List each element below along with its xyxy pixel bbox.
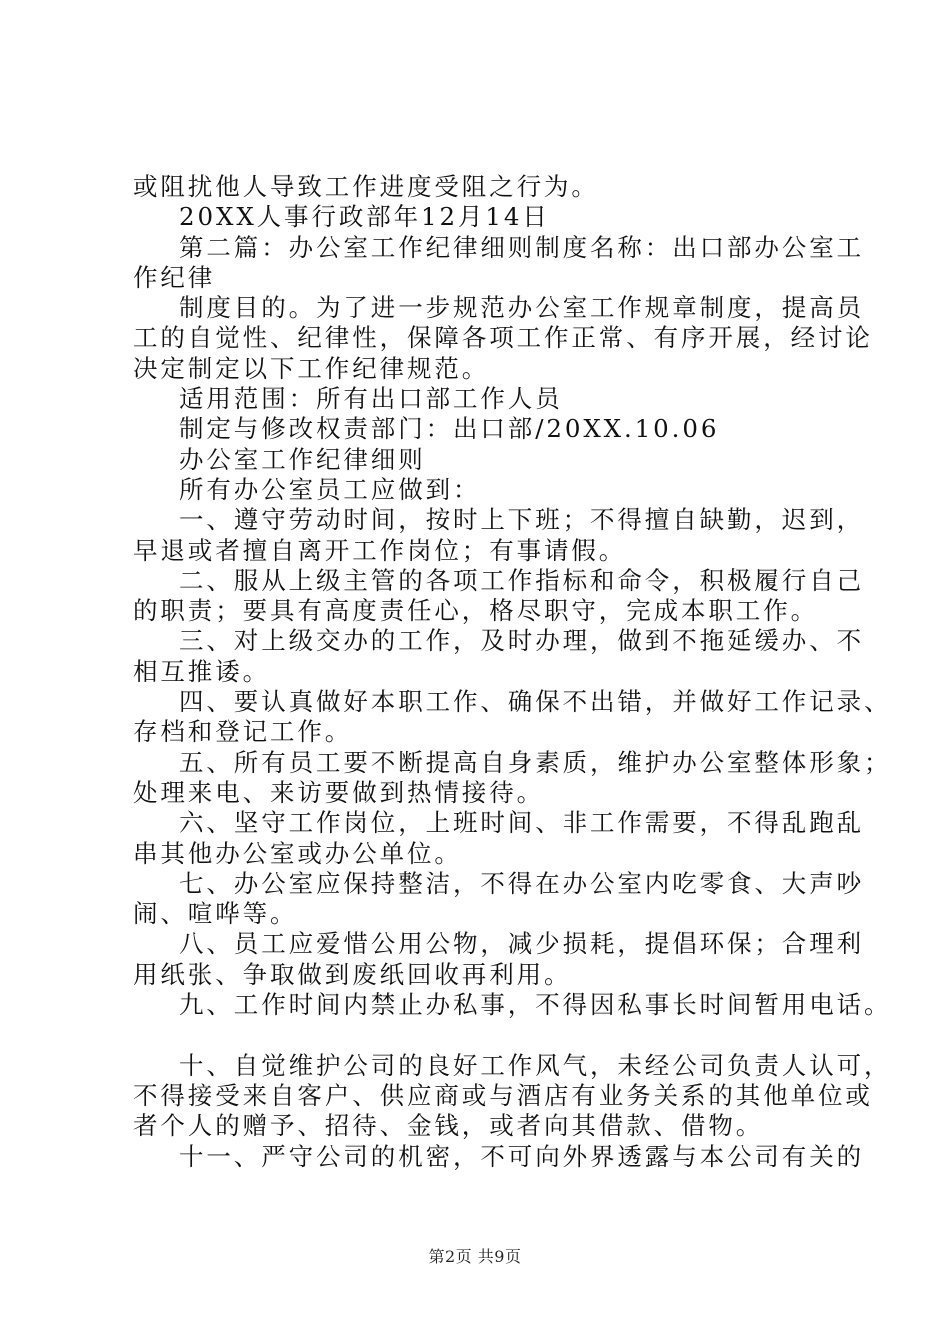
text-line: 不得接受来自客户、供应商或与酒店有业务关系的其他单位或 [133,1080,873,1110]
text-line: 工的自觉性、纪律性，保障各项工作正常、有序开展，经讨论 [133,323,873,353]
text-line: 办公室工作纪律细则 [179,444,426,474]
document-body [133,172,892,1172]
text-line: 20XX人事行政部年12月14日 [179,202,550,232]
text-line: 一、遵守劳动时间，按时上下班；不得擅自缺勤，迟到， [179,505,864,535]
text-line: 早退或者擅自离开工作岗位；有事请假。 [133,535,627,565]
text-line: 作纪律 [133,262,216,292]
text-line: 适用范围：所有出口部工作人员 [179,384,563,414]
text-line: 者个人的赠予、招待、金钱，或者向其借款、借物。 [133,1111,764,1141]
text-line: 六、坚守工作岗位，上班时间、非工作需要，不得乱跑乱 [179,808,864,838]
text-line: 二、服从上级主管的各项工作指标和命令，积极履行自己 [179,565,864,595]
text-line: 十、自觉维护公司的良好工作风气，未经公司负责人认可， [179,1050,892,1080]
text-line: 三、对上级交办的工作，及时办理，做到不拖延缓办、不 [179,626,864,656]
text-line: 八、员工应爱惜公用公物，减少损耗，提倡环保；合理利 [179,929,864,959]
text-line: 七、办公室应保持整洁，不得在办公室内吃零食、大声吵 [179,868,864,898]
text-line: 相互推诿。 [133,656,270,686]
blank-line [133,1020,853,1050]
text-line: 五、所有员工要不断提高自身素质，维护办公室整体形象； [179,747,892,777]
text-line: 所有办公室员工应做到： [179,474,481,504]
text-line: 串其他办公室或办公单位。 [133,838,462,868]
text-line: 的职责；要具有高度责任心，格尽职守，完成本职工作。 [133,596,818,626]
text-line: 存档和登记工作。 [133,717,353,747]
text-line: 决定制定以下工作纪律规范。 [133,353,490,383]
page-footer: 第2页 共9页 [428,1247,522,1266]
text-line: 或阻扰他人导致工作进度受阻之行为。 [133,172,599,201]
text-line: 制定与修改权责部门：出口部/20XX.10.06 [179,414,720,444]
text-line: 十一、严守公司的机密，不可向外界透露与本公司有关的 [179,1141,864,1171]
text-line: 闹、喧哗等。 [133,899,298,929]
text-line: 四、要认真做好本职工作、确保不出错，并做好工作记录、 [179,687,892,717]
text-line: 九、工作时间内禁止办私事，不得因私事长时间暂用电话。 [179,990,892,1020]
text-line: 处理来电、来访要做到热情接待。 [133,777,544,807]
text-line: 第二篇：办公室工作纪律细则制度名称：出口部办公室工 [179,232,864,262]
text-line: 用纸张、争取做到废纸回收再利用。 [133,959,572,989]
text-line: 制度目的。为了进一步规范办公室工作规章制度，提高员 [179,293,864,323]
